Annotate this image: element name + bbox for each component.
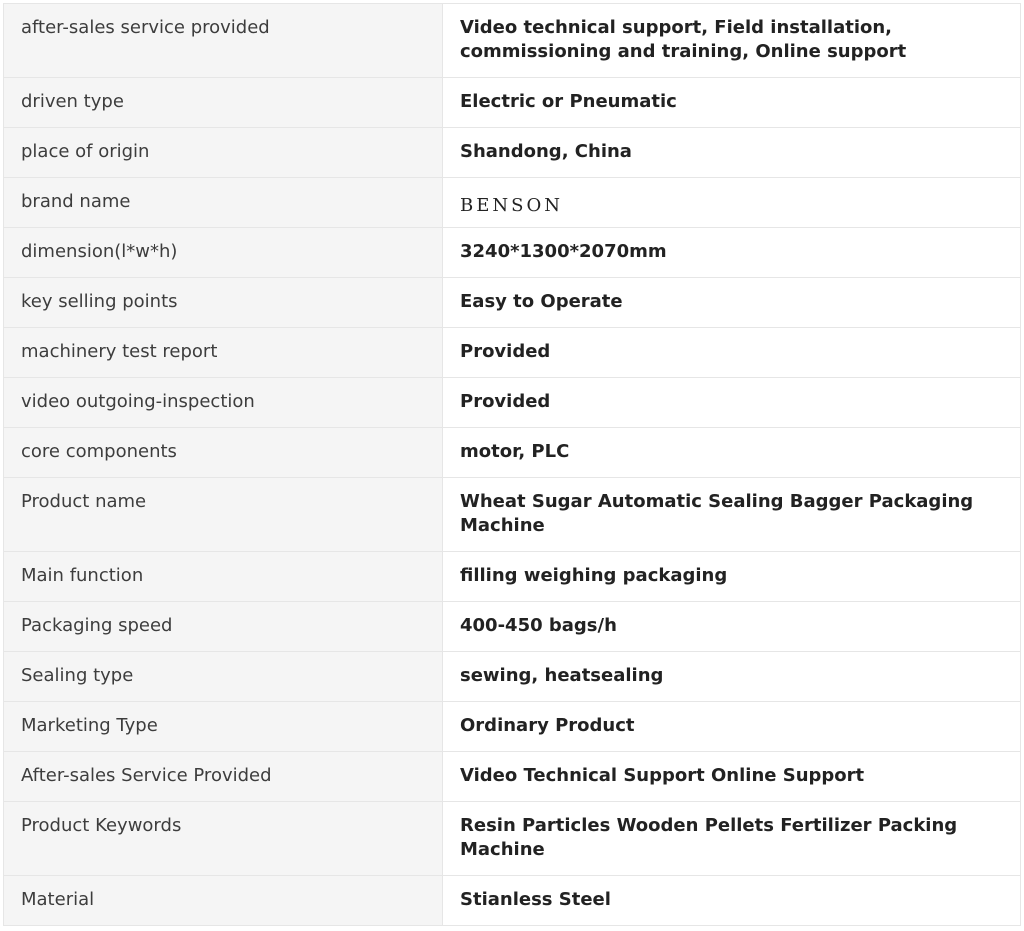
table-row <box>4 752 1021 802</box>
table-row <box>4 702 1021 752</box>
table-row <box>4 378 1021 428</box>
table-row <box>4 652 1021 702</box>
spec-value: Video Technical Support Online Support <box>443 752 1021 802</box>
table-row <box>4 78 1021 128</box>
spec-key: after-sales service provided <box>4 4 443 78</box>
spec-value: Stianless Steel <box>443 876 1021 926</box>
table-row <box>4 428 1021 478</box>
spec-key: Material <box>4 876 443 926</box>
spec-value: motor, PLC <box>443 428 1021 478</box>
table-row <box>4 278 1021 328</box>
table-row <box>4 178 1021 228</box>
table-row <box>4 802 1021 876</box>
spec-key: brand name <box>4 178 443 228</box>
spec-value: Resin Particles Wooden Pellets Fertilizer Packing Machine <box>443 802 1021 876</box>
spec-value <box>443 178 1021 228</box>
spec-key: dimension(l*w*h) <box>4 228 443 278</box>
spec-value: Shandong, China <box>443 128 1021 178</box>
brand-name-value: BENSON <box>460 195 563 216</box>
spec-value: filling weighing packaging <box>443 552 1021 602</box>
spec-key: Main function <box>4 552 443 602</box>
table-row <box>4 4 1021 78</box>
table-row <box>4 228 1021 278</box>
spec-value: Electric or Pneumatic <box>443 78 1021 128</box>
table-row <box>4 602 1021 652</box>
table-row <box>4 552 1021 602</box>
spec-value: Wheat Sugar Automatic Sealing Bagger Packaging Machine <box>443 478 1021 552</box>
spec-key: core components <box>4 428 443 478</box>
spec-key: machinery test report <box>4 328 443 378</box>
spec-key: video outgoing-inspection <box>4 378 443 428</box>
spec-value: Video technical support, Field installation, commissioning and training, Online support <box>443 4 1021 78</box>
spec-key: place of origin <box>4 128 443 178</box>
spec-value: Provided <box>443 328 1021 378</box>
spec-key: key selling points <box>4 278 443 328</box>
specifications-table <box>3 3 1021 926</box>
spec-key: After-sales Service Provided <box>4 752 443 802</box>
spec-key: Product Keywords <box>4 802 443 876</box>
spec-value: 3240*1300*2070mm <box>443 228 1021 278</box>
spec-key: Packaging speed <box>4 602 443 652</box>
spec-value: sewing, heatsealing <box>443 652 1021 702</box>
table-row <box>4 328 1021 378</box>
table-row <box>4 128 1021 178</box>
spec-value: 400-450 bags/h <box>443 602 1021 652</box>
table-row <box>4 478 1021 552</box>
spec-value: Ordinary Product <box>443 702 1021 752</box>
spec-key: Product name <box>4 478 443 552</box>
spec-value: Provided <box>443 378 1021 428</box>
spec-key: Marketing Type <box>4 702 443 752</box>
spec-key: Sealing type <box>4 652 443 702</box>
spec-key: driven type <box>4 78 443 128</box>
table-row <box>4 876 1021 926</box>
spec-value: Easy to Operate <box>443 278 1021 328</box>
